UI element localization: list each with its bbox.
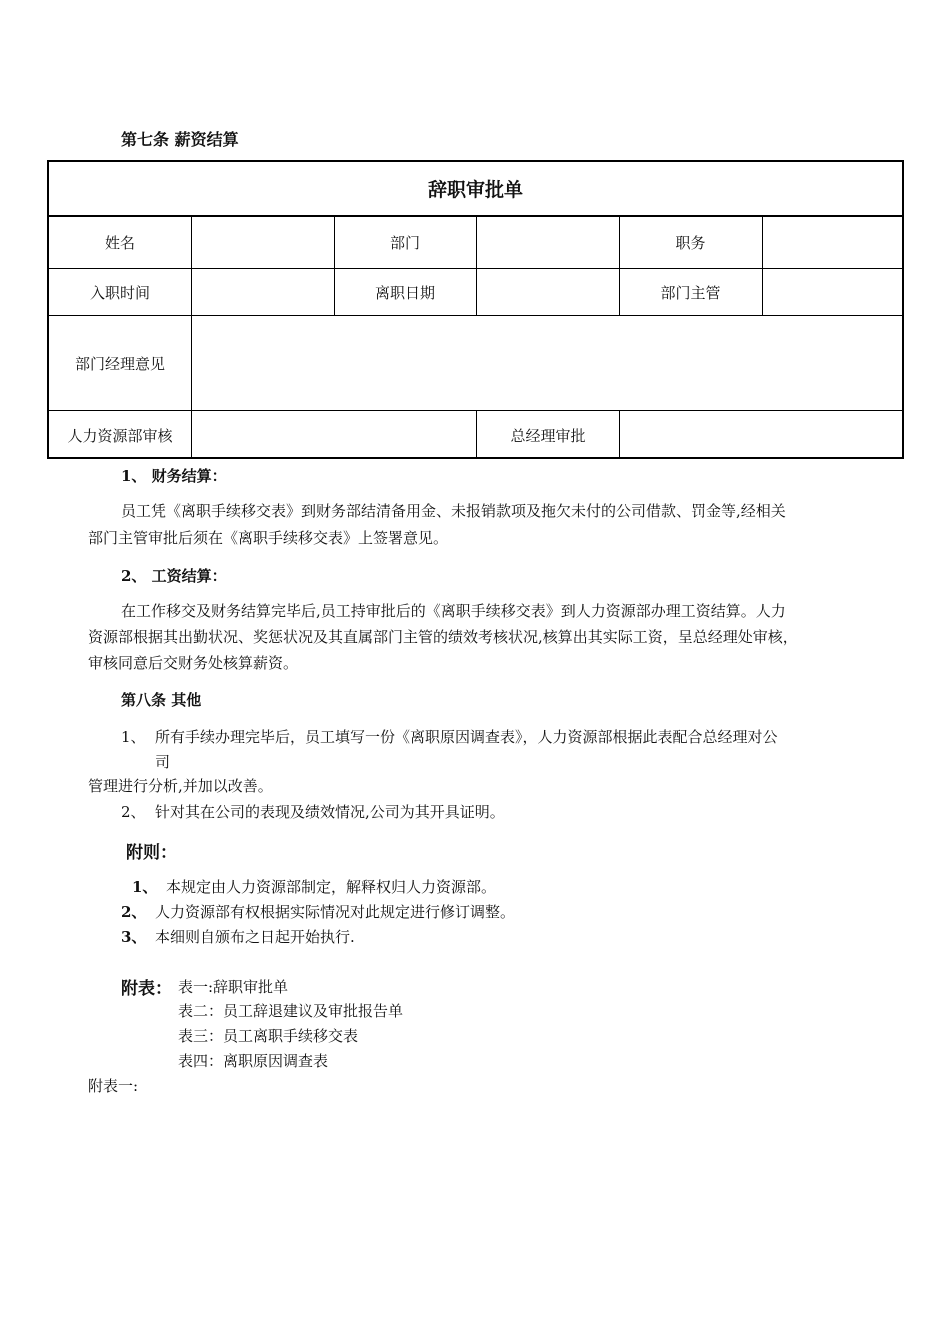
position-label: 职务	[675, 233, 706, 252]
attached-table-item: 表一:辞职审批单	[178, 978, 289, 996]
resignation-approval-form	[47, 160, 904, 459]
appendix-item-text: 本规定由人力资源部制定，解释权归人力资源部。	[166, 878, 497, 896]
manager-opinion-field[interactable]	[192, 316, 902, 410]
hr-review-label: 人力资源部审核	[67, 426, 173, 445]
leave-date-label: 离职日期	[374, 283, 435, 302]
article8-heading: 第八条 其他	[121, 691, 202, 709]
attached-table-item: 表四：离职原因调查表	[178, 1052, 329, 1070]
gm-approval-label: 总经理审批	[510, 426, 586, 445]
hire-date-field[interactable]	[192, 269, 334, 315]
attached-table-item: 表二：员工辞退建议及审批报告单	[178, 1002, 404, 1020]
salary-paragraph-line: 资源部根据其出勤状况、奖惩状况及其直属部门主管的绩效考核状况,核算出其实际工资，呈总经理处审核，	[88, 628, 798, 646]
appendix-item-text: 人力资源部有权根据实际情况对此规定进行修订调整。	[155, 903, 516, 921]
article8-item-text: 针对其在公司的表现及绩效情况,公司为其开具证明。	[155, 803, 505, 821]
appendix-heading: 附则：	[126, 843, 177, 863]
article8-item-number: 2、	[121, 803, 146, 821]
name-field[interactable]	[192, 216, 334, 268]
finance-heading: 1、 财务结算：	[121, 467, 227, 485]
appendix-item-number: 1、	[132, 878, 158, 896]
finance-paragraph-line: 员工凭《离职手续移交表》到财务部结清备用金、未报销款项及拖欠未付的公司借款、罚金等,经相关	[121, 502, 786, 520]
salary-heading: 2、 工资结算：	[121, 567, 227, 585]
attached-tables-label: 附表：	[121, 979, 172, 999]
position-field[interactable]	[763, 216, 902, 268]
dept-label: 部门	[389, 233, 420, 252]
appendix-item-number: 3、	[121, 928, 147, 946]
dept-field[interactable]	[477, 216, 619, 268]
article8-item-text: 所有手续办理完毕后，员工填写一份《离职原因调查表》，人力资源部根据此表配合总经理对公	[155, 728, 778, 746]
hire-date-label: 入职时间	[89, 283, 150, 302]
appendix-item-text: 本细则自颁布之日起开始执行.	[155, 928, 355, 946]
form-title: 辞职审批单	[427, 179, 523, 201]
hr-review-field[interactable]	[192, 411, 476, 459]
name-label: 姓名	[104, 233, 135, 252]
finance-paragraph-line: 部门主管审批后须在《离职手续移交表》上签署意见。	[88, 529, 449, 547]
salary-paragraph-line: 在工作移交及财务结算完毕后,员工持审批后的《离职手续移交表》到人力资源部办理工资结算。人力	[121, 602, 786, 620]
gm-approval-field[interactable]	[620, 411, 902, 459]
salary-paragraph-line: 审核同意后交财务处核算薪资。	[88, 654, 299, 672]
article8-item-text: 司	[155, 753, 171, 771]
article8-item-number: 1、	[121, 728, 146, 746]
supervisor-label: 部门主管	[660, 283, 721, 302]
leave-date-field[interactable]	[477, 269, 619, 315]
attached-table-item: 表三：员工离职手续移交表	[178, 1027, 359, 1045]
supervisor-field[interactable]	[763, 269, 902, 315]
manager-opinion-label: 部门经理意见	[74, 354, 165, 373]
appendix-item-number: 2、	[121, 903, 147, 921]
attached-table-footer: 附表一:	[88, 1077, 139, 1095]
article7-heading: 第七条 薪资结算	[121, 130, 239, 149]
article8-item-text: 管理进行分析,并加以改善。	[88, 777, 273, 795]
